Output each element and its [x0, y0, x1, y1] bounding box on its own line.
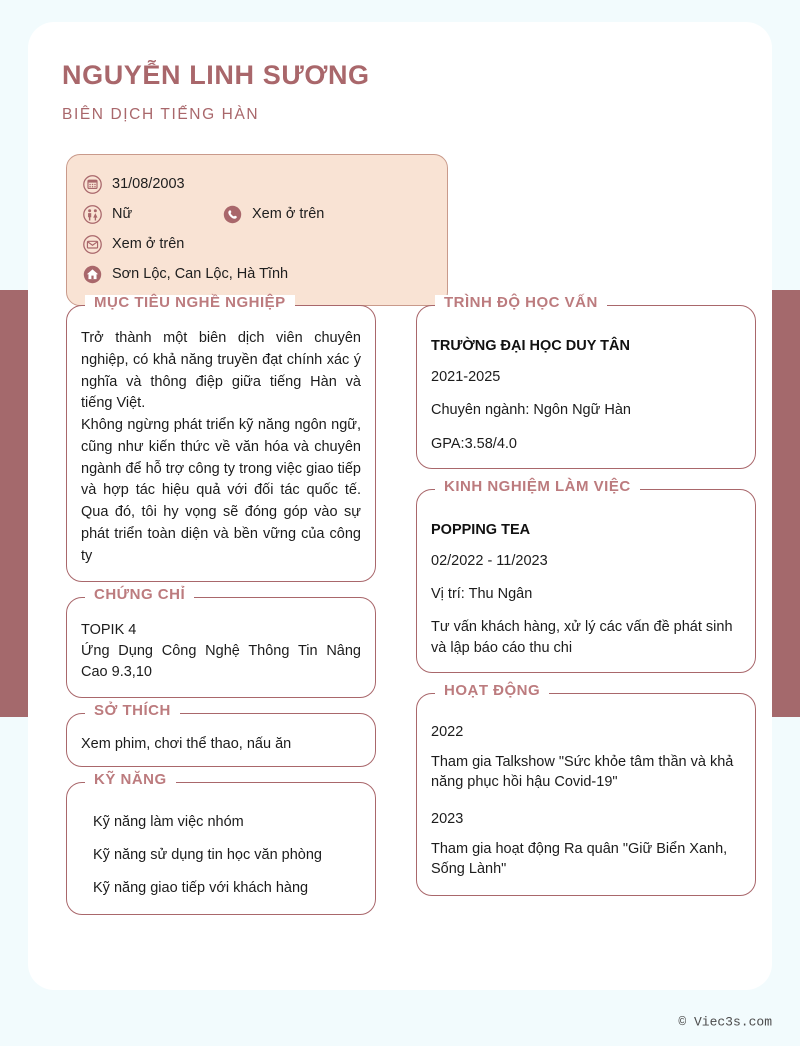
section-certificates [66, 586, 376, 698]
section-objective-body [81, 322, 361, 567]
candidate-name: NGUYỄN LINH SƯƠNG [62, 60, 370, 90]
section-skills [66, 771, 376, 915]
certificate-item: Ứng Dụng Công Nghệ Thông Tin Nâng Cao 9.3,10 [81, 643, 361, 681]
section-experience-body [431, 506, 741, 658]
experience-position: Vị trí: Thu Ngân [431, 586, 533, 603]
section-skills-body [81, 799, 361, 898]
experience-company: POPPING TEA [431, 521, 531, 538]
section-experience-title: KINH NGHIỆM LÀM VIỆC [435, 479, 640, 494]
avatar [562, 48, 758, 270]
contact-row-gender-phone [83, 199, 431, 229]
education-years: 2021-2025 [431, 369, 501, 385]
contact-birthday-value: 31/08/2003 [112, 176, 185, 192]
envelope-icon [83, 235, 102, 254]
right-column [416, 294, 756, 911]
contact-address-value: Sơn Lộc, Can Lộc, Hà Tĩnh [112, 266, 289, 282]
experience-period: 02/2022 - 11/2023 [431, 552, 548, 569]
gender-icon [83, 205, 102, 224]
cv-sheet [28, 22, 772, 990]
section-certificates-title: CHỨNG CHỈ [85, 587, 194, 602]
contact-row-email [83, 229, 431, 259]
list-item: Kỹ năng làm việc nhóm [93, 814, 244, 831]
section-activities [416, 682, 756, 896]
contact-info-card [66, 154, 448, 306]
objective-paragraph: Không ngừng phát triển kỹ năng ngôn ngữ, cũng như kiến thức về văn hóa và chuyên ngành để hỗ trợ công ty trong việc giao tiếp và hợp tác hiệu quả với đối tác quốc tế. Qua đó, tôi hy vọng sẽ đóng góp vào sự phát triển toàn diện và bền vững của công ty [81, 417, 361, 564]
section-education-title: TRÌNH ĐỘ HỌC VẤN [435, 295, 607, 310]
activity-year: 2023 [431, 810, 464, 827]
education-major: Chuyên ngành: Ngôn Ngữ Hàn [431, 402, 631, 419]
section-objective-title: MỤC TIÊU NGHỀ NGHIỆP [85, 295, 295, 310]
section-activities-body [431, 710, 741, 879]
activity-text: Tham gia Talkshow "Sức khỏe tâm thần và khả năng phục hồi hậu Covid-19" [431, 754, 734, 791]
contact-row-birthday [83, 169, 431, 199]
footer-copyright: © Viec3s.com [678, 1014, 772, 1030]
contact-address [83, 265, 288, 284]
certificate-item: TOPIK 4 [81, 622, 137, 639]
section-hobbies-title: SỞ THÍCH [85, 703, 180, 718]
contact-birthday [83, 175, 223, 194]
education-gpa: GPA:3.58/4.0 [431, 435, 517, 452]
section-hobbies [66, 702, 376, 767]
phone-icon [223, 205, 242, 224]
objective-paragraph: Trở thành một biên dịch viên chuyên nghiệp, có khả năng truyền đạt chính xác ý nghĩa và thông điệp giữa tiếng Hàn và tiếng Việt. [81, 330, 361, 412]
list-item: Kỹ năng sử dụng tin học văn phòng [93, 847, 322, 864]
candidate-job-title: BIÊN DỊCH TIẾNG HÀN [62, 106, 260, 124]
activity-year: 2022 [431, 724, 464, 741]
list-item: Kỹ năng giao tiếp với khách hàng [93, 879, 309, 896]
contact-email-value: Xem ở trên [112, 236, 185, 252]
contact-row-address [83, 259, 431, 289]
section-education [416, 294, 756, 469]
section-activities-title: HOẠT ĐỘNG [435, 683, 549, 698]
left-column [66, 294, 376, 930]
contact-phone-value: Xem ở trên [252, 206, 325, 222]
experience-description: Tư vấn khách hàng, xử lý các vấn đề phát sinh và lập báo cáo thu chi [431, 619, 733, 656]
section-skills-title: KỸ NĂNG [85, 772, 176, 787]
section-hobbies-body: Xem phim, chơi thể thao, nấu ăn [81, 736, 292, 753]
section-experience [416, 477, 756, 673]
section-objective [66, 294, 376, 582]
home-icon [83, 265, 102, 284]
education-school: TRƯỜNG ĐẠI HỌC DUY TÂN [431, 338, 630, 354]
activity-text: Tham gia hoạt động Ra quân "Giữ Biển Xanh, Sống Lành" [431, 840, 728, 877]
decorative-bar-left [0, 290, 28, 717]
contact-email [83, 235, 223, 254]
decorative-bar-right [772, 290, 800, 717]
calendar-icon [83, 175, 102, 194]
section-certificates-body [81, 614, 361, 683]
cv-header [62, 60, 532, 124]
contact-gender-value: Nữ [112, 206, 133, 222]
portrait-vignette [562, 48, 758, 270]
section-education-body [431, 322, 741, 454]
contact-phone [223, 205, 324, 224]
contact-gender [83, 205, 223, 224]
